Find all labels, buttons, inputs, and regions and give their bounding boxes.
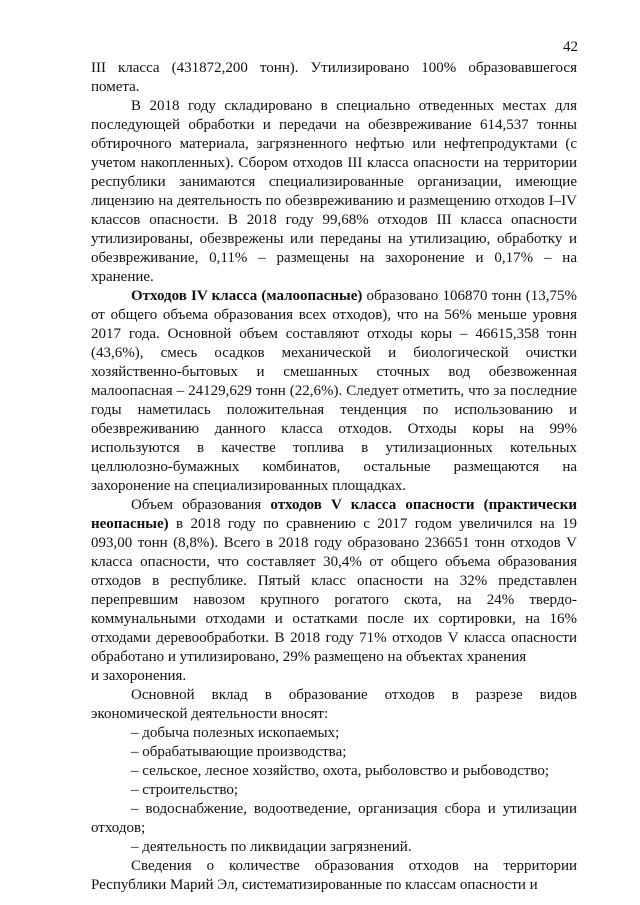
document-body bbox=[91, 59, 577, 895]
list-item: – сельское, лесное хозяйство, охота, рыболовство и рыбоводство; bbox=[131, 763, 550, 779]
paragraph-class-5-tail: и захоронения. bbox=[91, 668, 187, 684]
class-4-text: образовано 106870 тонн (13,75% от общего объема образования всех отходов), что на 56% меньше уровня 2017 года. Основной объем составляют отходы коры – 46615,358 тонн (43,6%), смесь осадков механической и биологической очистки хозяйственно-бытовых и смешанных сточных вод обезвоженная малоопасная – 24129,629 тонн (22,6%). Следует отметить, что за последние годы наметилась положительная тенденция по использованию и обезвреживанию данного класса отходов. Отходы коры на 99% используются в качестве топлива в утилизационных котельных целлюлозно-бумажных комбинатов, остальные размещаются на захоронение на специализированных площадках. bbox=[91, 288, 577, 494]
class-5-intro: Объем образования bbox=[131, 497, 271, 513]
paragraph-economic-activities-intro: Основной вклад в образование отходов в разрезе видов экономической деятельности вносят: bbox=[91, 687, 577, 722]
paragraph-class-3-waste: В 2018 году складировано в специально отведенных местах для последующей обработки и передачи на обезвреживание 614,537 тонны обтирочного материала, загрязненного нефтью или нефтепродуктами (с учетом накопленных). Сбором отходов III класса опасности на территории республики занимаются специализированные организации, имеющие лицензию на деятельность по обезвреживанию и размещению отходов I–IV классов опасности. В 2018 году 99,68% отходов III класса опасности утилизированы, обезврежены или переданы на утилизацию, обработку и обезвреживание, 0,11% – размещены на захоронение и 0,17% – на хранение. bbox=[91, 98, 577, 285]
class-5-text: в 2018 году по сравнению с 2017 годом увеличился на 19 093,00 тонн (8,8%). Всего в 2018 году образовано 236651 тонн отходов V класса опасности, что составляет 30,4% от общего объема образования отходов в республике. Пятый класс опасности на 32% представлен перепревшим навозом крупного рогатого скота, на 24% твердо-коммунальными отходами и остатками после их сортировки, на 16% отходами деревообработки. В 2018 году 71% отходов V класса опасности обработано и утилизировано, 29% размещено на объектах хранения bbox=[91, 516, 577, 665]
list-item: – деятельность по ликвидации загрязнений. bbox=[131, 839, 412, 855]
paragraph-class-4-waste bbox=[91, 287, 577, 496]
paragraph-class-5-waste bbox=[91, 496, 577, 667]
list-item: – водоснабжение, водоотведение, организация сбора и утилизации отходов; bbox=[91, 801, 577, 836]
list-item: – строительство; bbox=[131, 782, 239, 798]
paragraph-manure-class-3: III класса (431872,200 тонн). Утилизировано 100% образовавшегося помета. bbox=[91, 60, 577, 95]
economic-activities-list bbox=[91, 724, 577, 857]
list-item: – добыча полезных ископаемых; bbox=[131, 725, 340, 741]
list-item: – обрабатывающие производства; bbox=[131, 744, 347, 760]
page-number: 42 bbox=[563, 39, 578, 55]
class-4-heading: Отходов IV класса (малоопасные) bbox=[131, 288, 363, 304]
class-5-heading: отходов V класса опасности (практически неопасные) bbox=[91, 497, 577, 532]
paragraph-hazard-class-summary: Сведения о количестве образования отходов на территории Республики Марий Эл, систематизированные по классам опасности и bbox=[91, 858, 577, 893]
